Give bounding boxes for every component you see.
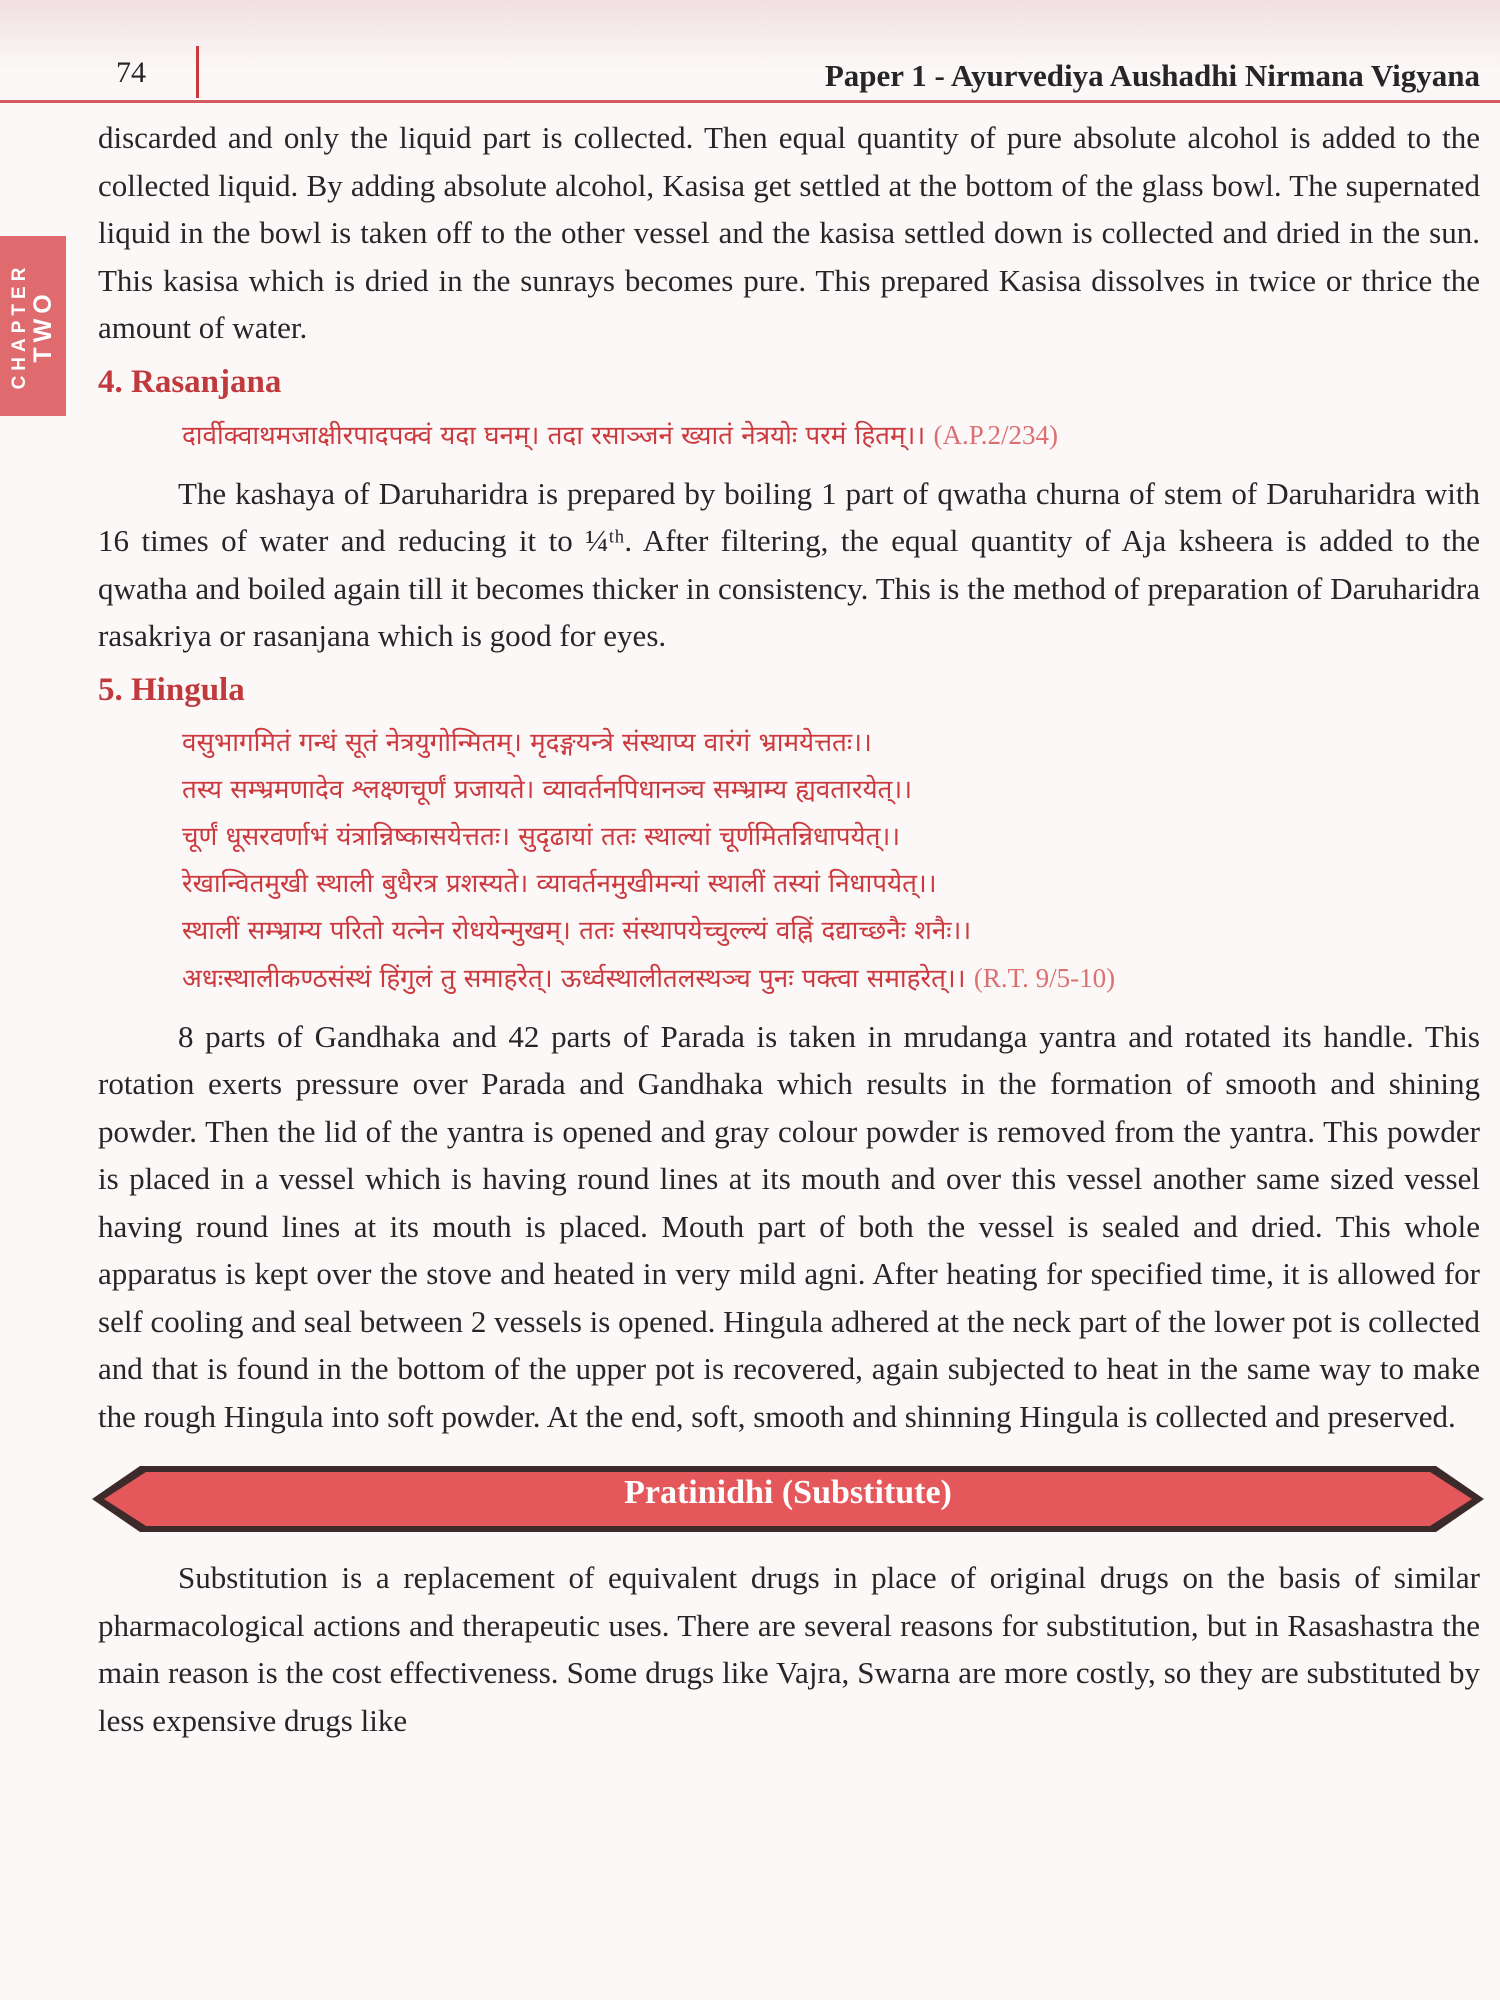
shloka-hingula bbox=[182, 720, 1480, 1003]
shloka-line: वसुभागमितं गन्धं सूतं नेत्रयुगोन्मितम्। मृदङ्गयन्त्रे संस्थाप्य वारंगं भ्रामयेत्ततः।। bbox=[182, 727, 872, 758]
shloka-line: स्थालीं सम्भ्राम्य परितो यत्नेन रोधयेन्मुखम्। ततः संस्थापयेच्चुल्ल्यं वह्निं दद्याच्छनैः शनैः।। bbox=[182, 915, 972, 946]
shloka-line: तस्य सम्भ्रमणादेव श्लक्ष्णचूर्णं प्रजायते। व्यावर्तनपिधानञ्च सम्भ्राम्य ह्यवतारयेत्।। bbox=[182, 774, 913, 805]
shloka-rasanjana bbox=[182, 412, 1480, 460]
shloka-line-last bbox=[182, 955, 1480, 1003]
shloka-line: अधःस्थालीकण्ठसंस्थं हिंगुलं तु समाहरेत्। ऊर्ध्वस्थालीतलस्थञ्च पुनः पक्त्वा समाहरेत्।। bbox=[182, 963, 966, 994]
shloka-line: दार्वीक्वाथमजाक्षीरपादपक्वं यदा घनम्। तदा रसाञ्जनं ख्यातं नेत्रयोः परमं हितम्।। bbox=[182, 420, 926, 451]
shloka-reference: (R.T. 9/5-10) bbox=[973, 962, 1116, 993]
paragraph-rasanjana: The kashaya of Daruharidra is prepared by boiling 1 part of qwatha churna of stem of Daruharidra with 16 times of water and reducing it to ¼ᵗʰ. After filtering, the equal quantity of Aja ksheera is added to the qwatha and boiled again till it becomes thicker in consistency. This is the method of preparation of Daruharidra rasakriya or rasanjana which is good for eyes. bbox=[98, 475, 1480, 653]
shloka-reference: (A.P.2/234) bbox=[933, 419, 1058, 450]
chapter-tab-label bbox=[10, 263, 56, 390]
header-rule bbox=[0, 100, 1500, 103]
page-content bbox=[98, 114, 1480, 1744]
shloka-line: चूर्णं धूसरवर्णाभं यंत्रान्निष्कासयेत्ततः। सुदृढायां ततः स्थाल्यां चूर्णमितन्निधापयेत्।। bbox=[182, 821, 901, 852]
chapter-tab bbox=[0, 236, 66, 416]
heading-hingula: 5. Hingula bbox=[98, 671, 245, 708]
header-divider bbox=[196, 46, 199, 98]
page-number: 74 bbox=[116, 56, 146, 89]
running-header-title: Paper 1 - Ayurvediya Aushadhi Nirmana Vigyana bbox=[824, 58, 1480, 93]
banner-title: Pratinidhi (Substitute) bbox=[624, 1474, 952, 1511]
section-banner bbox=[88, 1460, 1488, 1538]
heading-rasanjana: 4. Rasanjana bbox=[98, 363, 282, 400]
shloka-line: रेखान्वितमुखी स्थाली बुधैरत्र प्रशस्यते। व्यावर्तनमुखीमन्यां स्थालीं तस्यां निधापयेत्।। bbox=[182, 868, 937, 899]
chapter-label: CHAPTER bbox=[8, 262, 30, 390]
chapter-number: TWO bbox=[28, 289, 57, 363]
paragraph-substitute: Substitution is a replacement of equivalent drugs in place of original drugs on the basis of similar pharmacological actions and therapeutic uses. There are several reasons for substitution, but in Rasashastra the main reason is the cost effectiveness. Some drugs like Vajra, Swarna are more costly, so they are substituted by less expensive drugs like bbox=[98, 1560, 1480, 1738]
paragraph-intro: discarded and only the liquid part is collected. Then equal quantity of pure absolute alcohol is added to the collected liquid. By adding absolute alcohol, Kasisa get settled at the bottom of the glass bowl. The supernated liquid in the bowl is taken off to the other vessel and the kasisa settled down is collected and dried in the sun. This kasisa which is dried in the sunrays becomes pure. This prepared Kasisa dissolves in twice or thrice the amount of water. bbox=[98, 120, 1480, 345]
paragraph-hingula: 8 parts of Gandhaka and 42 parts of Parada is taken in mrudanga yantra and rotated its handle. This rotation exerts pressure over Parada and Gandhaka which results in the formation of smooth and shining powder. Then the lid of the yantra is opened and gray colour powder is removed from the yantra. This powder is placed in a vessel which is having round lines at its mouth and over this vessel another same sized vessel having round lines at its mouth is placed. Mouth part of both the vessel is sealed and dried. This whole apparatus is kept over the stove and heated in very mild agni. After heating for specified time, it is allowed for self cooling and seal between 2 vessels is opened. Hingula adhered at the neck part of the lower pot is collected and that is found in the bottom of the upper pot is recovered, again subjected to heat in the same way to make the rough Hingula into soft powder. At the end, soft, smooth and shinning Hingula is collected and preserved. bbox=[98, 1018, 1480, 1434]
